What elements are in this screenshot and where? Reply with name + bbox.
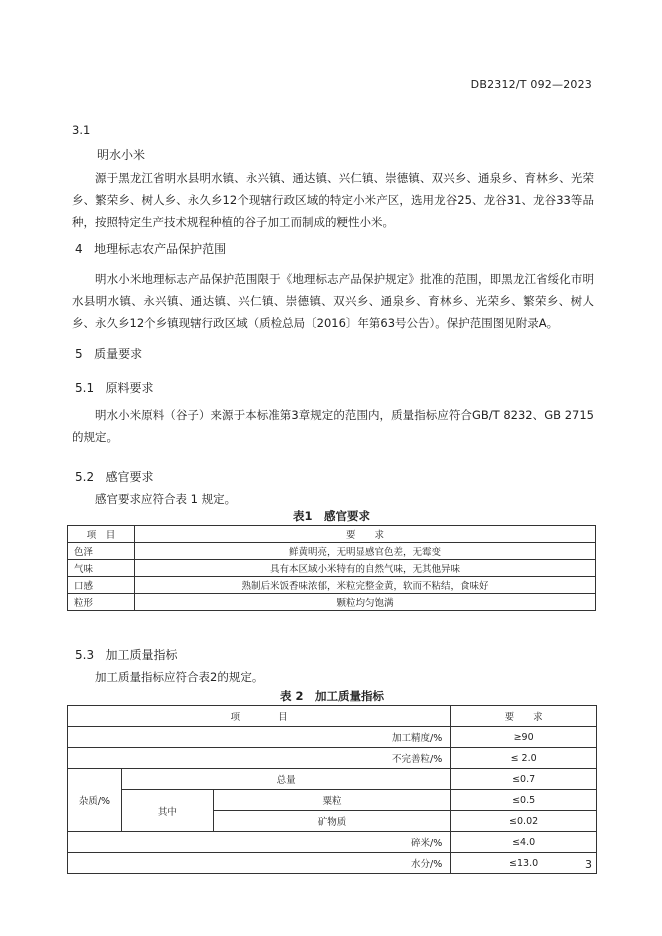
header-cell-requirement: 要 求 <box>135 526 596 543</box>
table-row <box>68 577 596 594</box>
item-cell-grain: 粟粒 <box>213 790 451 811</box>
clause-number-3-1: 3.1 <box>72 123 91 137</box>
table-row <box>68 727 597 748</box>
document-number: DB2312/T 092—2023 <box>470 78 592 91</box>
section-5-3-heading <box>75 646 178 663</box>
item-cell-moisture: 水分/% <box>68 853 451 874</box>
table-2-caption: 表 2 加工质量指标 <box>279 689 384 703</box>
section-title: 质量要求 <box>94 347 143 361</box>
section-number: 5.2 <box>75 470 95 484</box>
section-5-2-body: 感官要求应符合表 1 规定。 <box>95 492 237 506</box>
processing-quality-table <box>67 705 597 874</box>
section-4-heading <box>75 240 226 257</box>
section-title: 加工质量指标 <box>105 648 178 662</box>
value-cell: ≤0.02 <box>451 811 597 832</box>
table-row <box>68 853 597 874</box>
item-cell-among: 其中 <box>121 790 213 832</box>
section-5-3-body: 加工质量指标应符合表2的规定。 <box>95 670 264 684</box>
item-cell-impurities: 杂质/% <box>68 769 122 832</box>
requirement-cell: 鲜黄明亮，无明显感官色差，无霉变 <box>135 543 596 560</box>
section-5-1-heading <box>75 379 154 396</box>
term-definition: 源于黑龙江省明水县明水镇、永兴镇、通达镇、兴仁镇、崇德镇、双兴乡、通泉乡、育林乡、光荣乡、繁荣乡、树人乡、永久乡12个现辖行政区域的特定小米产区，选用龙谷25、龙谷31、龙谷33等品种，按照特定生产技术规程种植的谷子加工而制成的粳性小米。 <box>72 171 594 229</box>
term-title: 明水小米 <box>97 148 146 162</box>
item-cell: 粒形 <box>68 594 135 611</box>
item-cell: 气味 <box>68 560 135 577</box>
section-title: 原料要求 <box>105 381 154 395</box>
item-cell-total: 总量 <box>121 769 450 790</box>
value-cell: ≤0.7 <box>451 769 597 790</box>
section-5-2-heading <box>75 468 154 485</box>
header-cell-item: 项 目 <box>68 706 451 727</box>
section-number: 4 <box>75 242 83 256</box>
header-cell-item: 项 目 <box>68 526 135 543</box>
table-header-row <box>68 526 596 543</box>
item-cell-processing-precision: 加工精度/% <box>68 727 451 748</box>
table-row <box>68 543 596 560</box>
value-cell: ≥90 <box>451 727 597 748</box>
section-4-body: 明水小米地理标志产品保护范围限于《地理标志产品保护规定》批准的范围，即黑龙江省绥化市明水县明水镇、永兴镇、通达镇、兴仁镇、崇德镇、双兴乡、通泉乡、育林乡、光荣乡、繁荣乡、树人乡、永久乡12个乡镇现辖行政区域（质检总局〔2016〕年第63号公告）。保护范围图见附录A。 <box>72 272 594 330</box>
table-row <box>68 832 597 853</box>
section-title: 感官要求 <box>105 470 154 484</box>
page-number: 3 <box>585 858 592 871</box>
table-1-caption: 表1 感官要求 <box>292 509 370 523</box>
value-cell: ≤0.5 <box>451 790 597 811</box>
section-5-1-body: 明水小米原料（谷子）来源于本标准第3章规定的范围内，质量指标应符合GB/T 8232、GB 2715的规定。 <box>72 408 594 444</box>
requirement-cell: 颗粒均匀饱满 <box>135 594 596 611</box>
item-cell-minerals: 矿物质 <box>213 811 451 832</box>
table-row <box>68 790 597 811</box>
section-number: 5.1 <box>75 381 95 395</box>
item-cell: 口感 <box>68 577 135 594</box>
section-title: 地理标志农产品保护范围 <box>94 242 227 256</box>
table-row <box>68 594 596 611</box>
value-cell: ≤4.0 <box>451 832 597 853</box>
table-row <box>68 769 597 790</box>
item-cell-imperfect-kernels: 不完善粒/% <box>68 748 451 769</box>
section-number: 5 <box>75 347 83 361</box>
table-row <box>68 560 596 577</box>
value-cell: ≤ 2.0 <box>451 748 597 769</box>
section-number: 5.3 <box>75 648 95 662</box>
value-cell: ≤13.0 <box>451 853 597 874</box>
section-5-heading <box>75 345 142 362</box>
table-row <box>68 748 597 769</box>
header-cell-requirement: 要 求 <box>451 706 597 727</box>
requirement-cell: 具有本区域小米特有的自然气味，无其他异味 <box>135 560 596 577</box>
requirement-cell: 熟制后米饭香味浓郁，米粒完整金黄，软而不粘结，食味好 <box>135 577 596 594</box>
table-header-row <box>68 706 597 727</box>
sensory-requirements-table <box>67 525 596 611</box>
item-cell: 色泽 <box>68 543 135 560</box>
item-cell-broken-rice: 碎米/% <box>68 832 451 853</box>
